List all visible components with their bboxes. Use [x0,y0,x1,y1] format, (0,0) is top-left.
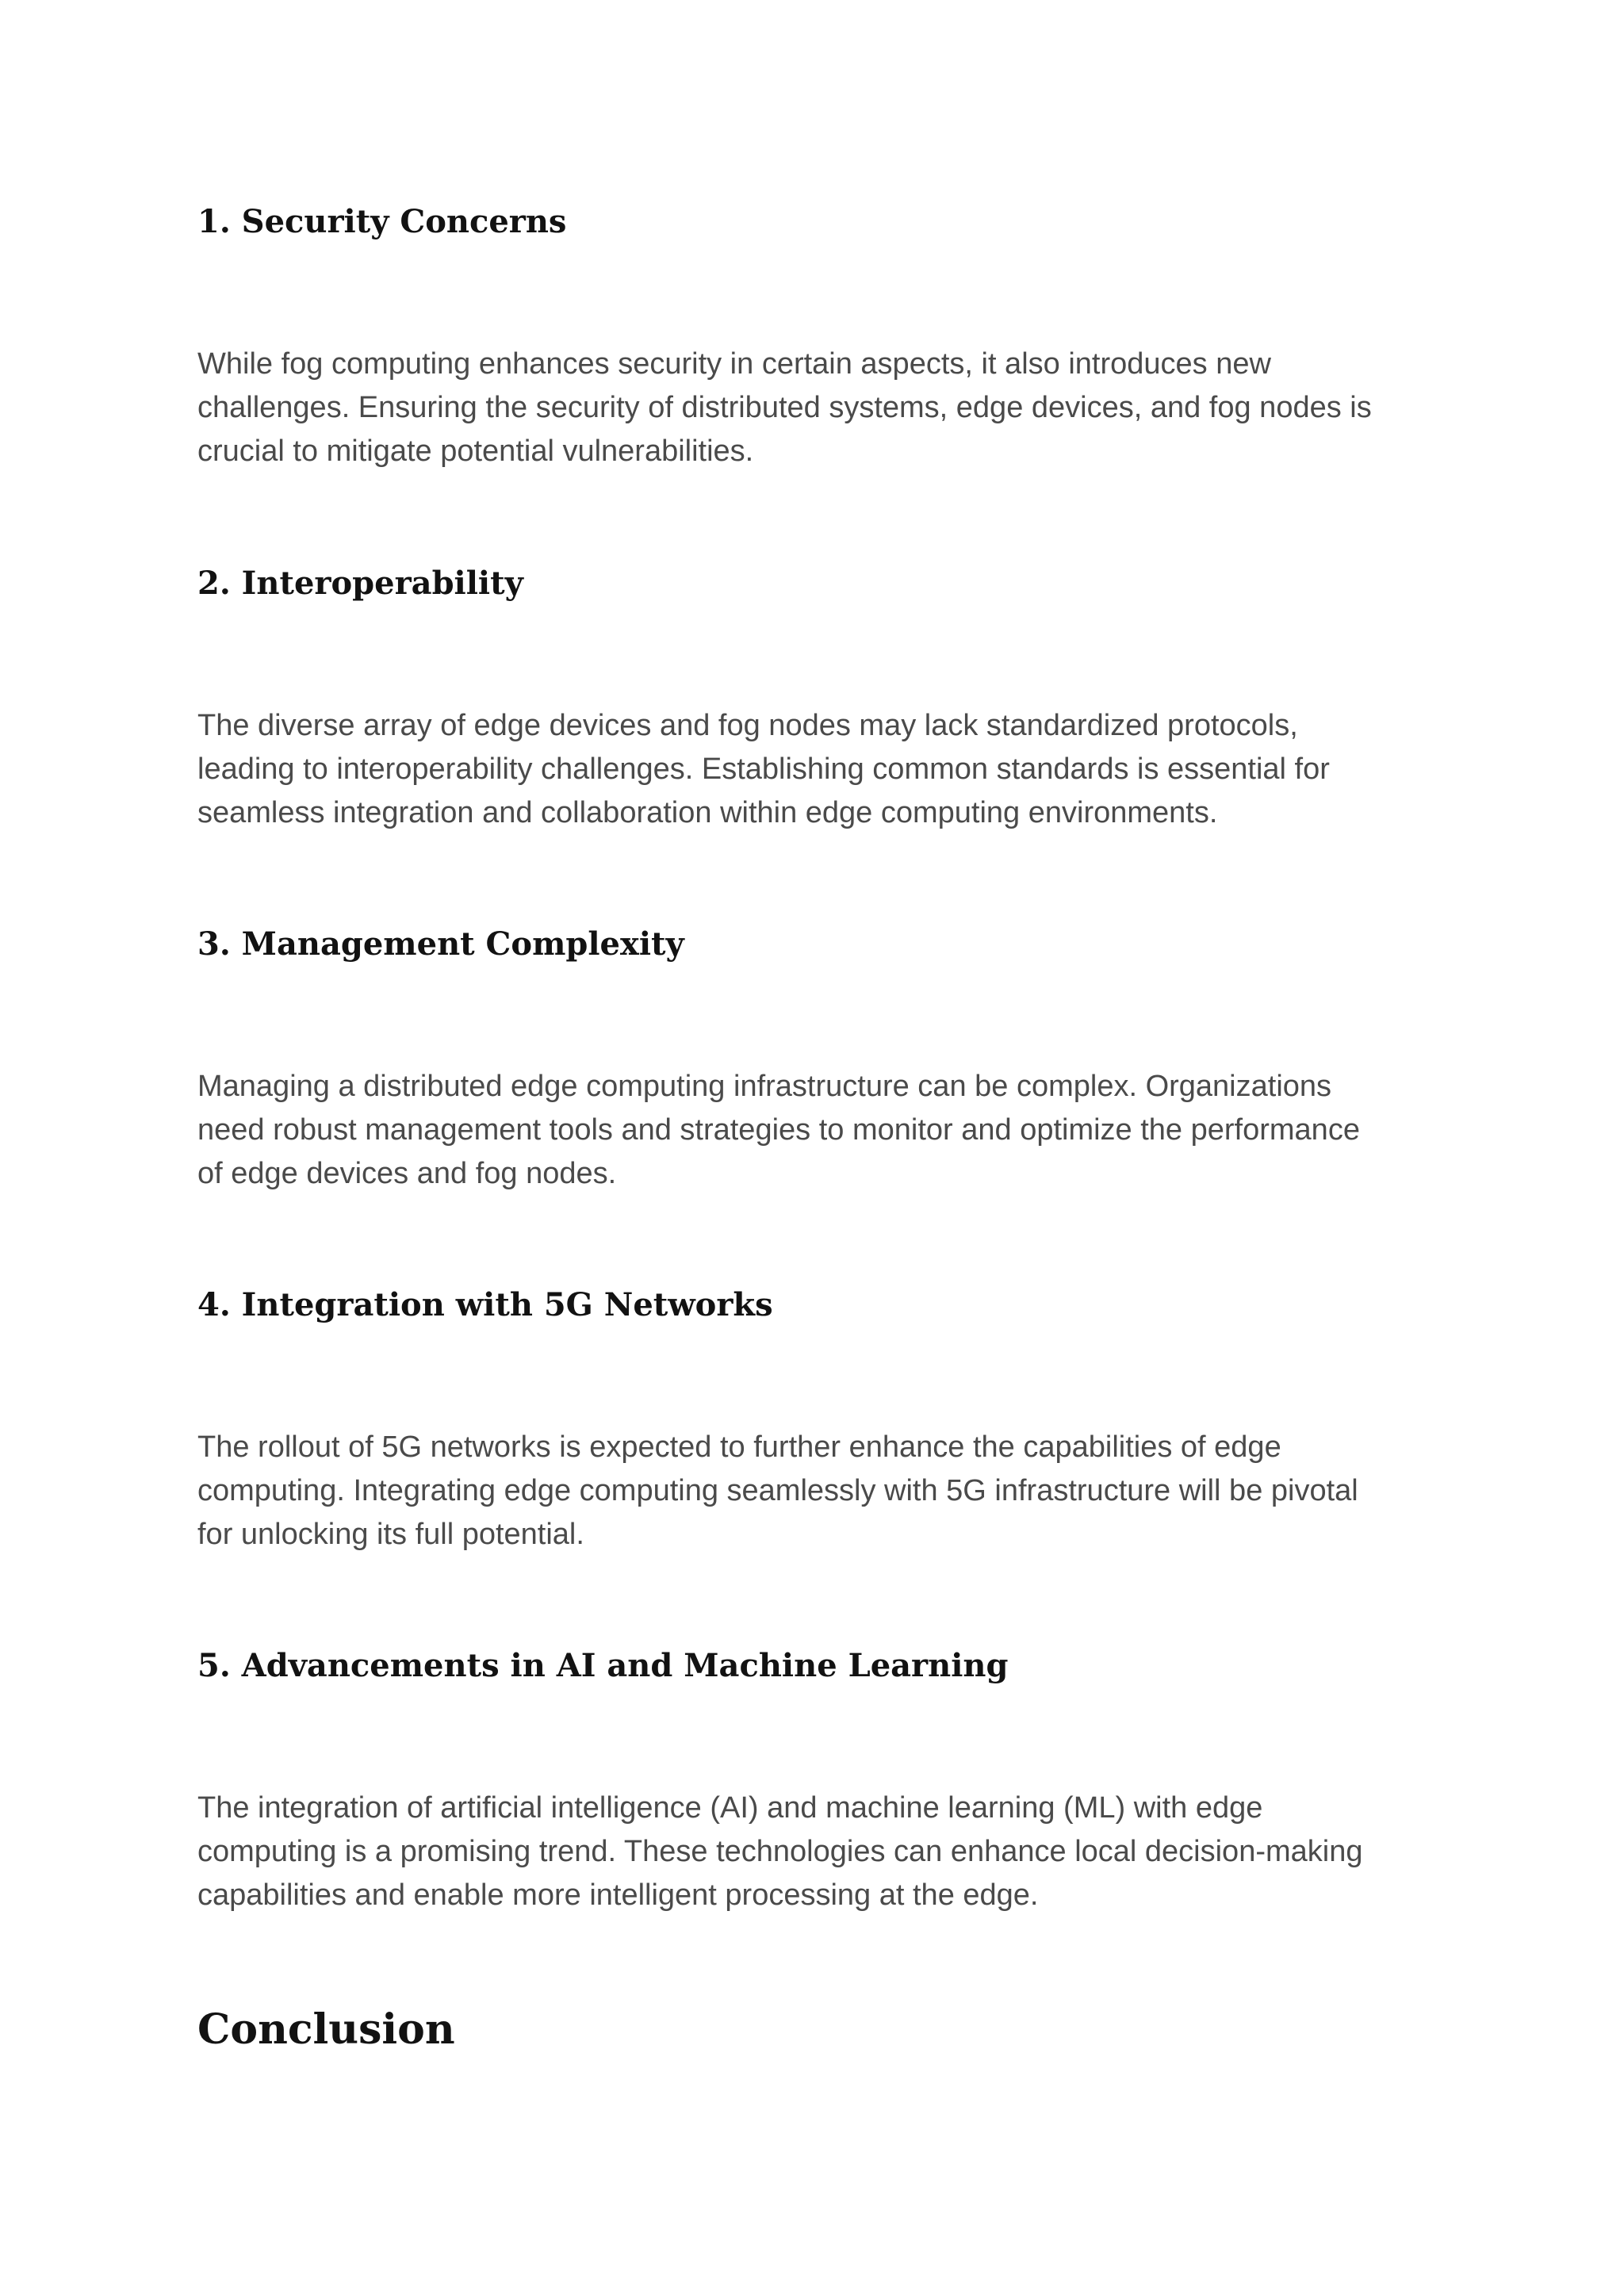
paragraph-line: The integration of artificial intelligence (AI) and machine learning (ML) with edge [197,1791,1263,1825]
section-paragraph-management-complexity [197,1065,1434,1196]
paragraph-line: capabilities and enable more intelligent processing at the edge. [197,1878,1039,1912]
paragraph-line: of edge devices and fog nodes. [197,1157,617,1190]
paragraph-line: seamless integration and collaboration within edge computing environments. [197,796,1218,829]
section-paragraph-interoperability [197,704,1434,835]
paragraph-line: crucial to mitigate potential vulnerabilities. [197,435,754,468]
paragraph-line: leading to interoperability challenges. Establishing common standards is essential for [197,753,1330,786]
paragraph-line: need robust management tools and strategies to monitor and optimize the performance [197,1113,1360,1147]
paragraph-line: computing. Integrating edge computing seamlessly with 5G infrastructure will be pivotal [197,1474,1358,1507]
section-heading-security-concerns: 1. Security Concerns [197,203,567,240]
paragraph-line: The rollout of 5G networks is expected to further enhance the capabilities of edge [197,1430,1281,1464]
section-heading-ai-ml: 5. Advancements in AI and Machine Learning [197,1647,1009,1684]
conclusion-heading: Conclusion [197,2005,455,2054]
section-paragraph-security-concerns [197,343,1434,473]
paragraph-line: for unlocking its full potential. [197,1518,584,1551]
paragraph-line: The diverse array of edge devices and fog nodes may lack standardized protocols, [197,709,1298,742]
section-paragraph-5g-integration [197,1426,1434,1557]
paragraph-line: Managing a distributed edge computing infrastructure can be complex. Organizations [197,1070,1332,1103]
section-paragraph-ai-ml [197,1787,1434,1917]
paragraph-line: While fog computing enhances security in certain aspects, it also introduces new [197,347,1271,381]
paragraph-line: computing is a promising trend. These technologies can enhance local decision-making [197,1835,1363,1868]
section-heading-interoperability: 2. Interoperability [197,565,523,602]
section-heading-5g-integration: 4. Integration with 5G Networks [197,1286,773,1323]
section-heading-management-complexity: 3. Management Complexity [197,925,684,963]
paragraph-line: challenges. Ensuring the security of distributed systems, edge devices, and fog nodes is [197,391,1372,424]
